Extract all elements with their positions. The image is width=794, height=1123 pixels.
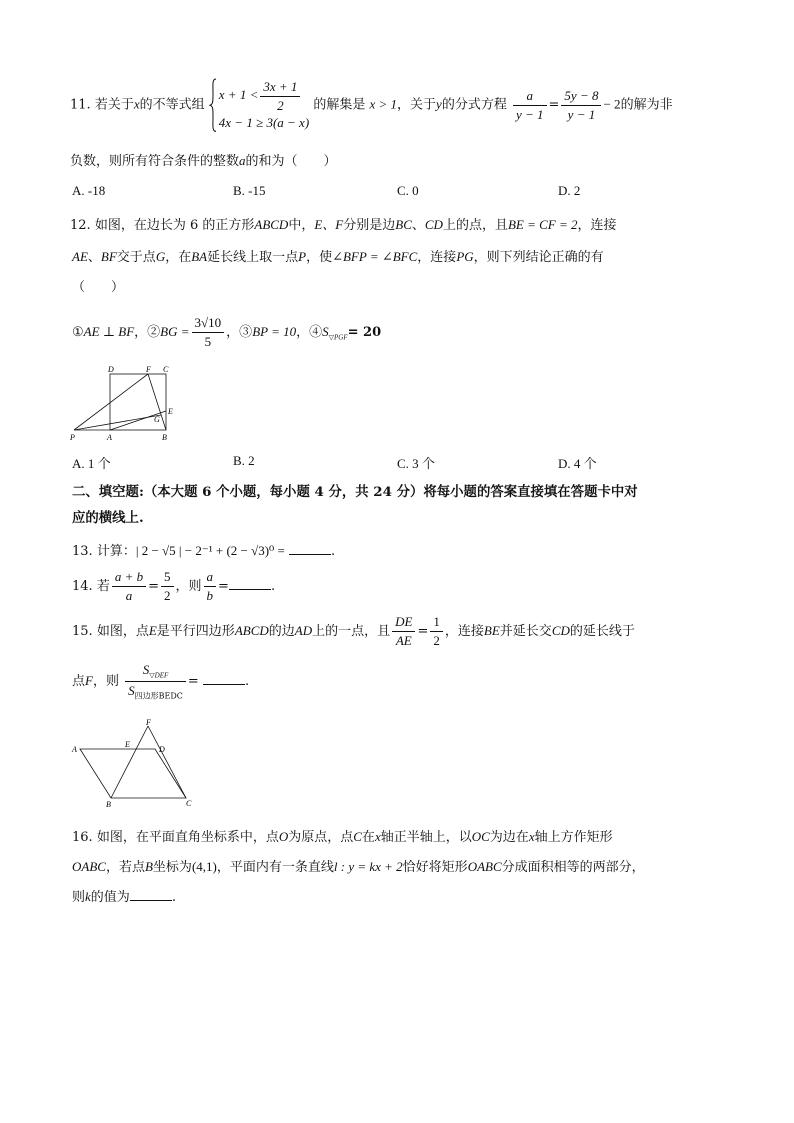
label-c: C: [186, 799, 192, 808]
q15-line1: 15. 如图，点E是平行四边形ABCD的边AD上的一点，且 $\frac{DE}{AE}$ = $\frac{1}{2}$ ，连接BE并延长交CD的延长线于: [72, 614, 635, 648]
q11-text: 的不等式组: [139, 97, 205, 113]
section2-title: 二、填空题:（本大题 6 个小题，每小题 4 分，共 24 分）将每小题的答案直接填在答题卡中对: [72, 484, 638, 500]
label-d: D: [159, 745, 165, 754]
q13: 13. 计算：| 2 − √5 | − 2⁻¹ + (2 − √3)⁰ = .: [72, 543, 336, 559]
q16-line1: 16. 如图，在平面直角坐标系中，点O为原点，点C在x轴正半轴上，以OC为边在x轴上方作矩形: [72, 829, 613, 845]
q16-line3: 则k的值为 .: [72, 889, 176, 905]
q11-condition: x > 1: [369, 96, 398, 112]
q11-option-b[interactable]: B. -15: [233, 183, 266, 198]
label-b: B: [106, 800, 111, 808]
q16-line2: OABC，若点B坐标为(4,1)，平面内有一条直线l : y = kx + 2恰好将矩形OABC分成面积相等的两部分，: [72, 859, 645, 875]
q12-option-d[interactable]: D. 4 个: [558, 456, 597, 471]
q11-text: 若关于: [94, 97, 134, 113]
q14: 14. 若 $\frac{a + b}{a}$ = $\frac{5}{2}$ ，则 $\frac{a}{b}$ = .: [72, 569, 276, 603]
q12-line2: AE、BF交于点G，在BA延长线上取一点P，使∠BFP = ∠BFC，连接PG，则下列结论正确的有: [72, 249, 604, 265]
q15-number: 15.: [72, 624, 93, 639]
segment-cf: [148, 726, 186, 798]
q11-line1: 11. 若关于x的不等式组 x + 1 < $\frac{3x + 1}{2}$ 4x − 1 ≥ 3(a − x) 的解集是 x > 1，关于y的分式方程 $\frac{a}{y - 1}$ = $\frac{5y - 8}{y - 1}$ − 2的解为非: [70, 78, 673, 128]
parallelogram-abcd: [80, 749, 186, 798]
label-a: A: [72, 745, 77, 754]
q15-line2: 点F，则 $\frac{S_{▽DEF}}{S_{四边形BEDC}}$ = .: [72, 661, 250, 701]
ineq2: 4x − 1 ≥ 3(a − x): [218, 115, 310, 131]
fraction: $\frac{5y - 8}{y - 1}$: [561, 88, 601, 122]
label-c: C: [163, 365, 169, 374]
q11-text: 的分式方程: [441, 97, 507, 113]
q12-line3: （ ）: [72, 280, 125, 295]
q14-answer-blank[interactable]: [229, 577, 271, 590]
label-f: F: [146, 365, 151, 374]
q11-option-a[interactable]: A. -18: [72, 183, 106, 198]
section2-title-cont: 应的横线上.: [72, 510, 144, 526]
label-g: G: [154, 415, 160, 424]
label-e: E: [168, 407, 173, 416]
label-e: E: [125, 740, 130, 749]
q11-option-d[interactable]: D. 2: [558, 183, 581, 198]
q12-conclusions: ①AE ⊥ BF，②BG = $\frac{3√10}{5}$ ，③BP = 10，$④S_{▽PGF}= 20$: [72, 315, 382, 349]
q11-var-x: x: [133, 96, 140, 112]
q15-figure: [70, 716, 200, 808]
label-f: F: [146, 718, 151, 727]
label-d: D: [108, 365, 114, 374]
q16-answer-blank[interactable]: [130, 888, 172, 901]
q11-option-c[interactable]: C. 0: [397, 183, 419, 198]
q11-var-y: y: [436, 96, 442, 112]
q11-text: ，关于: [397, 97, 437, 113]
label-b: B: [162, 433, 167, 442]
q13-answer-blank[interactable]: [289, 542, 331, 555]
q12-option-b[interactable]: B. 2: [233, 453, 255, 468]
q12-option-c[interactable]: C. 3 个: [397, 456, 435, 471]
q13-expression: | 2 − √5 | − 2⁻¹ + (2 − √3)⁰ =: [135, 543, 285, 558]
segment-bf: [111, 726, 148, 798]
q13-number: 13.: [72, 544, 93, 559]
q16-number: 16.: [72, 830, 93, 845]
q12-figure: [68, 364, 183, 444]
label-p: P: [70, 433, 75, 442]
q11-text: 的解集是: [313, 97, 366, 113]
segment-pf: [74, 374, 148, 430]
q11-number: 11.: [70, 97, 91, 113]
q14-number: 14.: [72, 579, 93, 594]
q15-answer-blank[interactable]: [203, 672, 245, 685]
q11-line2: 负数，则所有符合条件的整数a的和为（ ）: [70, 153, 337, 169]
fraction: $\frac{a}{y - 1}$: [513, 88, 547, 122]
q12-number: 12.: [70, 218, 91, 233]
q12-line1: 12. 如图，在边长为 6 的正方形ABCD中，E、F分别是边BC、CD上的点，且BE = CF = 2，连接: [70, 217, 617, 233]
inequality-system: [209, 78, 309, 132]
brace-icon: [209, 78, 217, 132]
q12-option-a[interactable]: A. 1 个: [72, 456, 111, 471]
label-a: A: [107, 433, 112, 442]
q11-text: 的解为非: [620, 97, 673, 113]
ineq1: x + 1 < $\frac{3x + 1}{2}$: [219, 78, 309, 114]
